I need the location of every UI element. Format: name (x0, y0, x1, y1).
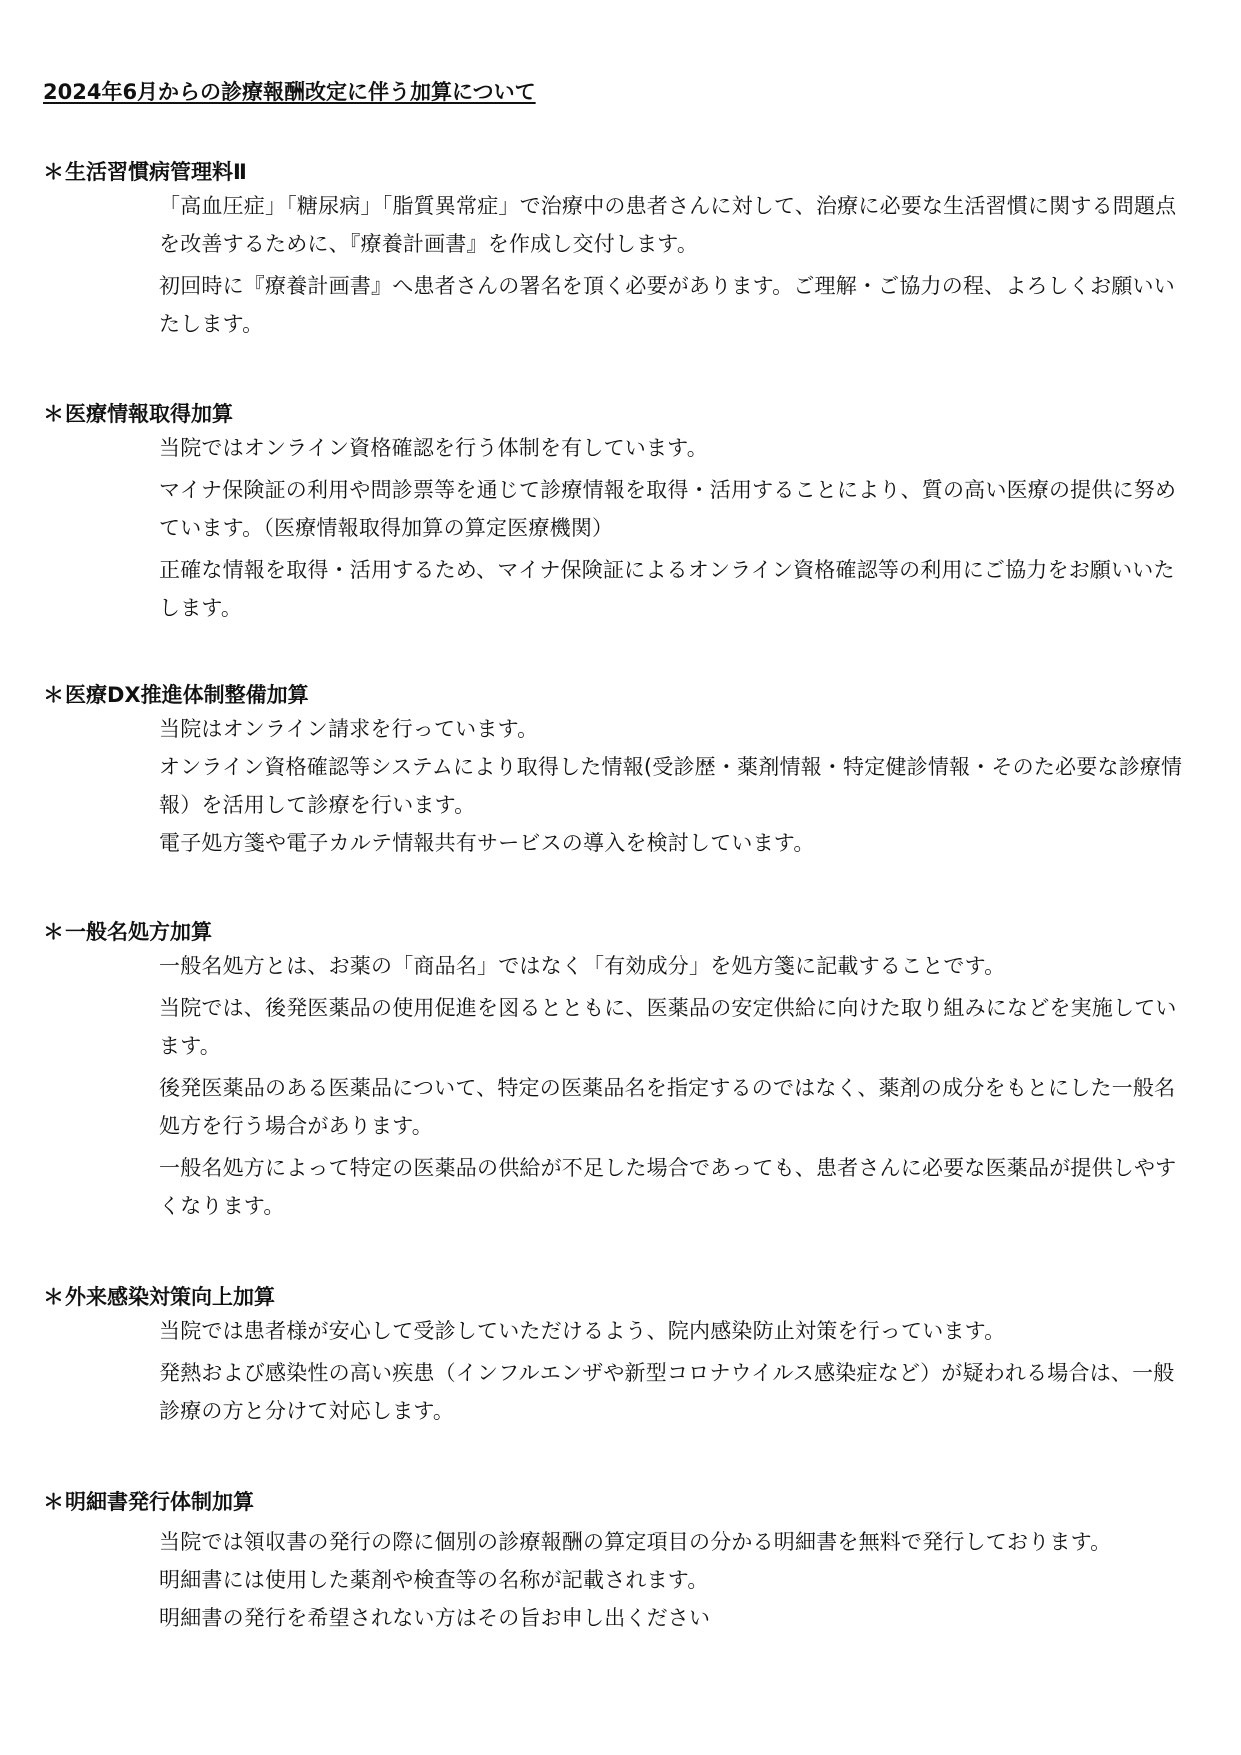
paragraph: オンライン資格確認等システムにより取得した情報(受診歴・薬剤情報・特定健診情報・そのた必要な診療情報）を活用して診療を行います。 (159, 755, 1183, 817)
paragraph: 一般名処方とは、お薬の「商品名」ではなく「有効成分」を処方箋に記載することです。 (159, 954, 1006, 978)
section-generic-prescription (43, 917, 1183, 1229)
asterisk-marker: ＊ (43, 402, 64, 426)
section-statement-issuance (43, 1487, 1183, 1637)
paragraph: 明細書の発行を希望されない方はその旨お申し出ください (159, 1606, 711, 1630)
paragraph: 明細書には使用した薬剤や検査等の名称が記載されます。 (159, 1568, 709, 1592)
paragraph: 発熱および感染性の高い疾患（インフルエンザや新型コロナウイルス感染症など）が疑われる場合は、一般診療の方と分けて対応します。 (159, 1361, 1175, 1423)
section-body (159, 710, 1183, 862)
section-body (159, 429, 1183, 627)
paragraph: 当院ではオンライン資格確認を行う体制を有しています。 (159, 436, 708, 460)
section-heading-text: 明細書発行体制加算 (65, 1490, 254, 1514)
section-heading-text: 医療DX推進体制整備加算 (65, 683, 309, 707)
paragraph: 当院では領収書の発行の際に個別の診療報酬の算定項目の分かる明細書を無料で発行しております。 (159, 1530, 1112, 1554)
paragraph: 当院では患者様が安心して受診していただけるよう、院内感染防止対策を行っています。 (159, 1319, 1006, 1343)
paragraph: 一般名処方によって特定の医薬品の供給が不足した場合であっても、患者さんに必要な医薬品が提供しやすくなります。 (159, 1156, 1177, 1218)
section-heading (43, 917, 1183, 947)
section-heading (43, 680, 1183, 710)
paragraph: 後発医薬品のある医薬品について、特定の医薬品名を指定するのではなく、薬剤の成分をもとにした一般名処方を行う場合があります。 (159, 1076, 1176, 1138)
paragraph: 当院はオンライン請求を行っています。 (159, 717, 539, 741)
section-heading (43, 1487, 1183, 1517)
section-infection-control (43, 1282, 1183, 1434)
asterisk-marker: ＊ (43, 920, 64, 944)
document-title: 2024年6月からの診療報酬改定に伴う加算について (43, 80, 536, 104)
section-medical-dx (43, 680, 1183, 862)
section-medical-info-acquisition (43, 399, 1183, 631)
paragraph: 「高血圧症」「糖尿病」「脂質異常症」で治療中の患者さんに対して、治療に必要な生活習慣に関する問題点を改善するために、『療養計画書』を作成し交付します。 (159, 194, 1177, 256)
section-heading-text: 一般名処方加算 (65, 920, 212, 944)
paragraph: マイナ保険証の利用や問診票等を通じて診療情報を取得・活用することにより、質の高い医療の提供に努めています。（医療情報取得加算の算定医療機関） (159, 478, 1177, 540)
asterisk-marker: ＊ (43, 1490, 64, 1514)
section-heading (43, 1282, 1183, 1312)
asterisk-marker: ＊ (43, 683, 64, 707)
section-body (159, 1523, 1183, 1637)
section-body (159, 947, 1183, 1225)
paragraph: 初回時に『療養計画書』へ患者さんの署名を頂く必要があります。ご理解・ご協力の程、よろしくお願いいたします。 (159, 274, 1175, 336)
paragraph: 電子処方箋や電子カルテ情報共有サービスの導入を検討しています。 (159, 831, 815, 855)
section-body (159, 187, 1183, 343)
section-lifestyle-disease (43, 157, 1183, 347)
section-body (159, 1312, 1183, 1430)
paragraph: 正確な情報を取得・活用するため、マイナ保険証によるオンライン資格確認等の利用にご協力をお願いいたします。 (159, 558, 1175, 620)
section-heading-text: 外来感染対策向上加算 (65, 1285, 275, 1309)
section-heading (43, 157, 1183, 187)
section-heading (43, 399, 1183, 429)
section-heading-text: 生活習慣病管理料Ⅱ (65, 160, 247, 184)
asterisk-marker: ＊ (43, 160, 64, 184)
asterisk-marker: ＊ (43, 1285, 64, 1309)
paragraph: 当院では、後発医薬品の使用促進を図るとともに、医薬品の安定供給に向けた取り組みになどを実施しています。 (159, 996, 1177, 1058)
section-heading-text: 医療情報取得加算 (65, 402, 233, 426)
